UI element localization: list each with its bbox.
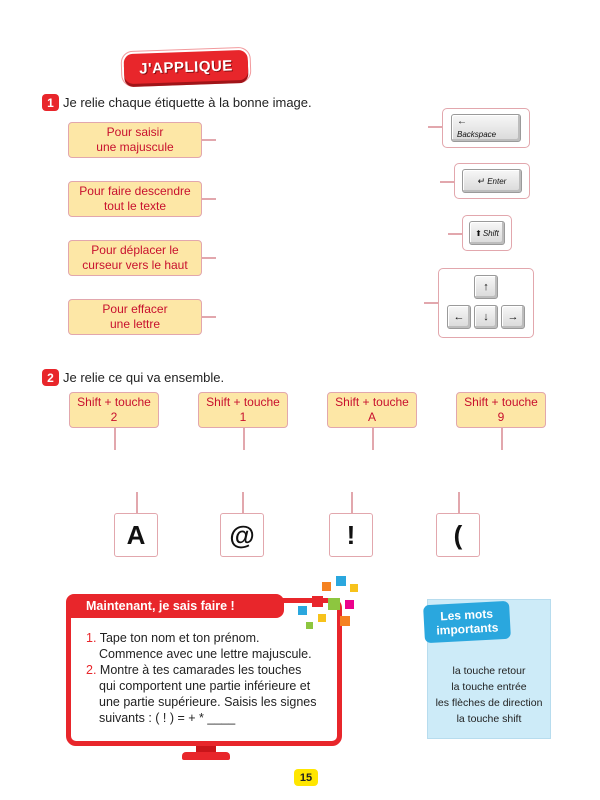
connector-stub	[202, 139, 216, 141]
label-effacer[interactable]	[68, 299, 202, 335]
exercise-2-number: 2	[42, 369, 59, 386]
pixel-decoration	[350, 584, 358, 592]
pixel-decoration	[298, 606, 307, 615]
pixel-decoration	[336, 576, 346, 586]
combo-line: Shift + touche	[464, 395, 538, 409]
mots-item: les flèches de direction	[435, 697, 543, 709]
key-label: Enter	[487, 176, 507, 186]
combo-line: 1	[239, 410, 247, 424]
arrow-keys-image[interactable]	[438, 268, 534, 338]
label-line: une lettre	[109, 317, 161, 331]
symbol-parenthesis[interactable]: (	[436, 513, 480, 557]
connector-stub	[202, 198, 216, 200]
connector-stub	[440, 181, 454, 183]
enter-image[interactable]	[454, 163, 530, 199]
backspace-image[interactable]	[442, 108, 530, 148]
connector-stub	[243, 428, 245, 450]
shift-key	[469, 221, 505, 245]
combo-shift-9[interactable]	[456, 392, 546, 428]
shift-arrow-icon: ⬆	[475, 228, 482, 238]
connector-stub	[351, 492, 353, 514]
pixel-decoration	[306, 622, 313, 629]
pixel-decoration	[322, 582, 331, 591]
task-line: Tape ton nom et ton prénom.	[99, 631, 260, 645]
mots-item: la touche retour	[452, 665, 526, 677]
connector-stub	[372, 428, 374, 450]
connector-stub	[114, 428, 116, 450]
shift-image[interactable]	[462, 215, 512, 251]
arrow-left-icon: ←	[457, 116, 467, 127]
combo-line: Shift + touche	[206, 395, 280, 409]
exercise-1-number: 1	[42, 94, 59, 111]
mots-item: la touche shift	[456, 713, 522, 725]
label-line: curseur vers le haut	[82, 258, 188, 272]
label-line: tout le texte	[103, 199, 167, 213]
connector-stub	[501, 428, 503, 450]
symbol-at[interactable]: @	[220, 513, 264, 557]
arrow-right-icon: →	[501, 305, 525, 329]
symbol-exclamation[interactable]: !	[329, 513, 373, 557]
mots-title-line: importants	[436, 620, 499, 638]
combo-shift-1[interactable]	[198, 392, 288, 428]
pixel-decoration	[312, 596, 323, 607]
task-line: qui comportent une partie inférieure et	[99, 679, 311, 693]
pixel-decoration	[318, 614, 326, 622]
task-line: une partie supérieure. Saisis les signes	[99, 695, 317, 709]
label-line: Pour effacer	[102, 302, 168, 316]
arrow-up-icon: ↑	[474, 275, 498, 299]
connector-stub	[448, 233, 462, 235]
label-descendre[interactable]	[68, 181, 202, 217]
symbol-a[interactable]: A	[114, 513, 158, 557]
maintenant-title: Maintenant, je sais faire !	[66, 594, 284, 618]
combo-line: A	[367, 410, 376, 424]
label-curseur-haut[interactable]	[68, 240, 202, 276]
page-number: 15	[294, 769, 318, 786]
arrow-left-icon: ←	[447, 305, 471, 329]
label-line: Pour déplacer le	[91, 243, 179, 257]
pixel-decoration	[340, 616, 350, 626]
label-line: une majuscule	[96, 140, 174, 154]
connector-stub	[242, 492, 244, 514]
task-number: 2.	[86, 663, 97, 677]
combo-shift-2[interactable]	[69, 392, 159, 428]
task-line: Commence avec une lettre majuscule.	[99, 647, 312, 661]
backspace-key	[451, 114, 521, 142]
label-line: Pour faire descendre	[79, 184, 191, 198]
pixel-decoration	[345, 600, 354, 609]
task-line: Montre à tes camarades les touches	[99, 663, 302, 677]
mots-title-line: Les mots	[439, 606, 494, 624]
exercise-1-instruction: Je relie chaque étiquette à la bonne image.	[63, 95, 312, 110]
combo-line: Shift + touche	[77, 395, 151, 409]
connector-stub	[458, 492, 460, 514]
label-majuscule[interactable]	[68, 122, 202, 158]
enter-key	[462, 169, 522, 193]
pixel-decoration	[328, 598, 340, 610]
task-1	[86, 630, 312, 662]
arrow-down-icon: ↓	[474, 305, 498, 329]
combo-shift-a[interactable]	[327, 392, 417, 428]
task-line: suivants : ( ! ) = + * ____	[99, 711, 236, 725]
connector-stub	[136, 492, 138, 514]
mots-item: la touche entrée	[451, 681, 527, 693]
task-2	[86, 662, 316, 726]
connector-stub	[202, 257, 216, 259]
label-line: Pour saisir	[106, 125, 164, 139]
return-arrow-icon: ↵	[477, 175, 486, 186]
monitor-base	[182, 752, 230, 760]
connector-stub	[202, 316, 216, 318]
connector-stub	[424, 302, 438, 304]
combo-line: 2	[110, 410, 118, 424]
combo-line: Shift + touche	[335, 395, 409, 409]
exercise-2-instruction: Je relie ce qui va ensemble.	[63, 370, 225, 385]
section-badge: J'APPLIQUE	[124, 50, 249, 84]
key-label: Backspace	[457, 130, 497, 139]
combo-line: 9	[497, 410, 505, 424]
mots-importants-title	[423, 601, 511, 643]
task-number: 1.	[86, 631, 97, 645]
connector-stub	[428, 126, 442, 128]
key-label: Shift	[482, 228, 499, 238]
